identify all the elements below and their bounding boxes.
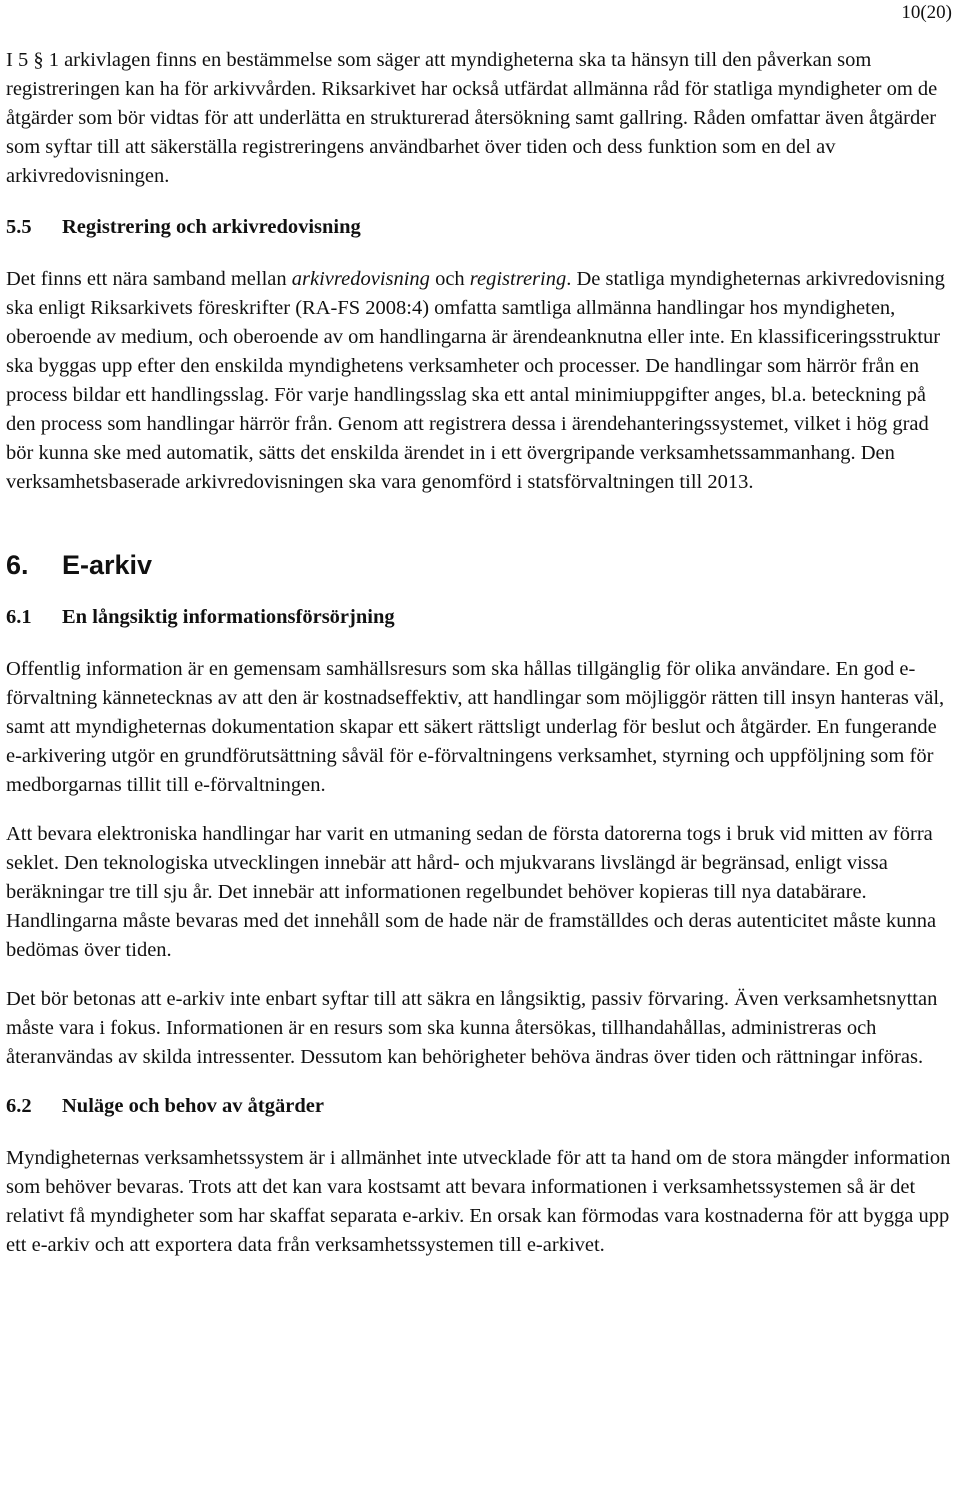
italic-term: registrering (469, 268, 567, 290)
heading-title: Registrering och arkivredovisning (62, 216, 361, 238)
heading-6-1 (6, 603, 956, 632)
text-run: Det finns ett nära samband mellan (6, 268, 292, 290)
paragraph-6-1-a: Offentlig information är en gemensam samhällsresurs som ska hållas tillgänglig för olika användare. En god e-förvaltning kännetecknas av att den är kostnadseffektiv, att handlingar som möjliggör rätten till insyn hanteras väl, samt att myndigheternas dokumentation skapar ett säkert rättsligt underlag för beslut och åtgärder. En fungerande e-arkivering utgör en grundförutsättning såväl för e-förvaltningens verksamhet, styrning och uppföljning som för medborgarnas tillit till e-förvaltningen. (6, 658, 945, 796)
paragraph-6-2: Myndigheternas verksamhetssystem är i allmänhet inte utvecklade för att ta hand om de stora mängder information som behöver bevaras. Trots att det kan vara kostsamt att bevara informationen i verksamhetssystemen så är det relativt få myndigheter som har skaffat separata e-arkiv. En orsak kan förmodas vara kostnaderna för att bygga upp ett e-arkiv och att exportera data från verksamhetssystemen till e-arkivet. (6, 1147, 951, 1256)
heading-number: 5.5 (6, 216, 32, 238)
italic-term: arkivredovisning (291, 268, 430, 290)
heading-6-2 (6, 1092, 956, 1121)
heading-5-5 (6, 213, 956, 242)
heading-number: 6.1 (6, 606, 32, 628)
paragraph-intro: I 5 § 1 arkivlagen finns en bestämmelse som säger att myndigheterna ska ta hänsyn till den påverkan som registreringen kan ha för arkivvården. Riksarkivet har också utfärdat allmänna råd för statliga myndigheter om de åtgärder som bör vidtas för att underlätta en strukturerad återsökning samt gallring. Råden omfattar även åtgärder som syftar till att säkerställa registreringens användbarhet över tiden och dess funktion som en del av arkivredovisningen. (6, 49, 938, 187)
heading-title: Nuläge och behov av åtgärder (62, 1095, 324, 1117)
heading-number: 6. (6, 550, 29, 580)
text-run: och (429, 268, 470, 290)
paragraph-5-5 (6, 265, 956, 497)
text-run: . De statliga myndigheternas arkivredovisning ska enligt Riksarkivets föreskrifter (RA-FS 2008:4) omfatta samtliga allmänna handlingar hos myndigheten, oberoende av medium, och oberoende av om handlingarna är ärendeanknutna eller inte. En klassificeringsstruktur ska byggas upp efter den enskilda myndighetens verksamheter och processer. De handlingar som härrör från en process bildar ett handlingsslag. För varje handlingsslag ska ett antal minimiuppgifter anges, bl.a. beteckning på den process som handlingar härrör från. Genom att registrera dessa i ärendehanteringssystemet, vilket i hög grad bör kunna ske med automatik, sätts det enskilda ärendet in i ett övergripande verksamhetssammanhang. Den verksamhetsbaserade arkivredovisningen ska vara genomförd i statsförvaltningen till 2013. (6, 268, 945, 493)
document-body (6, 46, 956, 1260)
paragraph-6-1-c: Det bör betonas att e-arkiv inte enbart syftar till att säkra en långsiktig, passiv förvaring. Även verksamhetsnyttan måste vara i fokus. Informationen är en resurs som ska kunna återsökas, tillhandahållas, administreras och återanvändas av skilda intressenter. Dessutom kan behörigheter behöva ändras över tiden och rättningar införas. (6, 988, 938, 1068)
heading-title: En långsiktig informationsförsörjning (62, 606, 395, 628)
paragraph-6-1-b: Att bevara elektroniska handlingar har varit en utmaning sedan de första datorerna togs i bruk vid mitten av förra seklet. Den teknologiska utvecklingen innebär att hård- och mjukvarans livslängd är begränsad, enligt vissa beräkningar tre till sju år. Det innebär att informationen regelbundet behöver kopieras till nya databärare. Handlingarna måste bevaras med det innehåll som de hade när de framställdes och deras autenticitet måste kunna bedömas över tiden. (6, 823, 937, 961)
page-number: 10(20) (901, 2, 952, 23)
heading-6 (6, 548, 956, 582)
heading-title: E-arkiv (62, 550, 153, 580)
heading-number: 6.2 (6, 1095, 32, 1117)
